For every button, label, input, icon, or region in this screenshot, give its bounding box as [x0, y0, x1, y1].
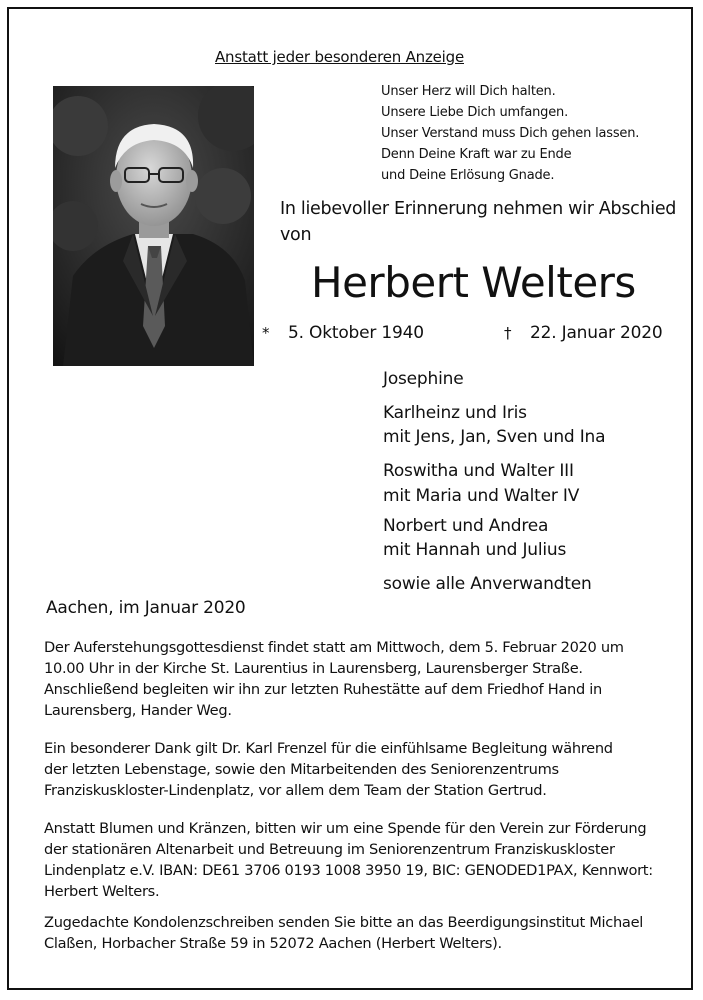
- place-date: Aachen, im Januar 2020: [46, 598, 246, 618]
- poem-line: Unser Verstand muss Dich gehen lassen.: [381, 126, 640, 141]
- condolence-paragraph: [44, 912, 643, 954]
- birth-date: 5. Oktober 1940: [288, 323, 424, 343]
- paragraph-line: Anstatt Blumen und Kränzen, bitten wir um eine Spende für den Verein zur Förderung: [44, 820, 647, 837]
- paragraph-line: Laurensberg, Hander Weg.: [44, 702, 232, 719]
- notice-header: Anstatt jeder besonderen Anzeige: [215, 48, 464, 66]
- family-member: sowie alle Anverwandten: [383, 574, 592, 594]
- paragraph-line: Claßen, Horbacher Straße 59 in 52072 Aachen (Herbert Welters).: [44, 935, 502, 952]
- farewell-intro: [280, 196, 676, 248]
- paragraph-line: Herbert Welters.: [44, 883, 160, 900]
- intro-line: von: [280, 225, 312, 245]
- family-member: Josephine: [383, 369, 464, 389]
- death-date: 22. Januar 2020: [530, 323, 663, 343]
- portrait-photo: [53, 86, 254, 366]
- paragraph-line: 10.00 Uhr in der Kirche St. Laurentius in Laurensberg, Laurensberger Straße.: [44, 660, 583, 677]
- poem-line: Unsere Liebe Dich umfangen.: [381, 105, 568, 120]
- poem: [381, 81, 639, 186]
- paragraph-line: Franziskuskloster-Lindenplatz, vor allem dem Team der Station Gertrud.: [44, 782, 547, 799]
- death-cross-icon: †: [504, 324, 512, 342]
- poem-line: und Deine Erlösung Gnade.: [381, 168, 555, 183]
- paragraph-line: Ein besonderer Dank gilt Dr. Karl Frenzel für die einfühlsame Begleitung während: [44, 740, 613, 757]
- donation-paragraph: [44, 818, 653, 902]
- birth-date-line: [262, 323, 424, 343]
- paragraph-line: Anschließend begleiten wir ihn zur letzten Ruhestätte auf dem Friedhof Hand in: [44, 681, 602, 698]
- family-member: mit Jens, Jan, Sven und Ina: [383, 427, 606, 447]
- paragraph-line: Der Auferstehungsgottesdienst findet statt am Mittwoch, dem 5. Februar 2020 um: [44, 639, 624, 656]
- paragraph-line: der stationären Altenarbeit und Betreuung im Seniorenzentrum Franziskuskloster: [44, 841, 615, 858]
- birth-star-icon: *: [262, 324, 270, 342]
- family-member: mit Maria und Walter IV: [383, 486, 580, 506]
- poem-line: Unser Herz will Dich halten.: [381, 84, 556, 99]
- paragraph-line: der letzten Lebenstage, sowie den Mitarbeitenden des Seniorenzentrums: [44, 761, 559, 778]
- poem-line: Denn Deine Kraft war zu Ende: [381, 147, 572, 162]
- death-date-line: [504, 323, 663, 343]
- family-member: Roswitha und Walter III: [383, 461, 574, 481]
- family-member: Karlheinz und Iris: [383, 403, 527, 423]
- deceased-name: Herbert Welters: [311, 258, 636, 307]
- family-member: Norbert und Andrea: [383, 516, 549, 536]
- intro-line: In liebevoller Erinnerung nehmen wir Abschied: [280, 199, 677, 219]
- funeral-info-paragraph: [44, 637, 624, 721]
- paragraph-line: Lindenplatz e.V. IBAN: DE61 3706 0193 1008 3950 19, BIC: GENODED1PAX, Kennwort:: [44, 862, 653, 879]
- thanks-paragraph: [44, 738, 613, 801]
- paragraph-line: Zugedachte Kondolenzschreiben senden Sie bitte an das Beerdigungsinstitut Michael: [44, 914, 644, 931]
- family-member: mit Hannah und Julius: [383, 540, 567, 560]
